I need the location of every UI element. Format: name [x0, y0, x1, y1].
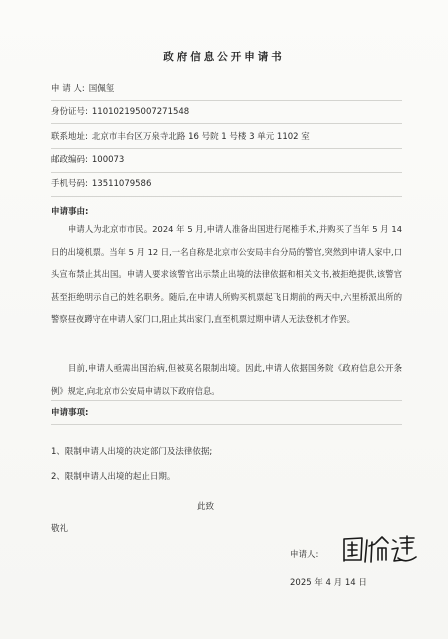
address-field: [51, 132, 310, 143]
field-label: 手机号码:: [51, 179, 88, 189]
divider: [51, 100, 402, 101]
request-item-1: 1、限制申请人出境的决定部门及法律依据;: [51, 447, 213, 457]
id-number: 110102195007271548: [91, 107, 190, 117]
signature-label: 申请人:: [290, 550, 319, 560]
divider: [51, 123, 402, 124]
postcode: 100073: [91, 155, 125, 165]
field-label: 申 请 人:: [51, 84, 85, 94]
id-number-field: [51, 107, 189, 118]
reason-heading: 申请事由:: [51, 207, 89, 217]
divider: [51, 172, 402, 173]
field-label: 邮政编码:: [51, 155, 88, 165]
handwritten-signature: [338, 530, 418, 568]
phone-number: 13511079586: [91, 179, 152, 189]
field-label: 联系地址:: [51, 132, 88, 142]
divider: [51, 424, 402, 425]
request-item-2: 2、限制申请人出境的起止日期。: [51, 472, 176, 482]
postcode-field: [51, 155, 124, 166]
divider: [51, 196, 402, 197]
document-title: 政府信息公开申请书: [163, 51, 285, 63]
items-heading: 申请事项:: [51, 408, 89, 418]
applicant-field: [51, 84, 114, 95]
closing-salutation: 此致: [197, 502, 215, 512]
phone-field: [51, 179, 151, 190]
divider: [51, 148, 402, 149]
applicant-name: 国佩玺: [88, 84, 115, 94]
divider: [51, 400, 402, 401]
address: 北京市丰台区万泉寺北路 16 号院 1 号楼 3 单元 1102 室: [91, 132, 310, 142]
document-date: 2025 年 4 月 14 日: [290, 578, 367, 588]
reason-paragraph-1: 申请人为北京市市民。2024 年 5 月,申请人准备出国进行尾椎手术,并购买了当年 5 月 14 日的出境机票。当年 5 月 12 日,一名自称是北京市公安局丰台分局的警官,突然到申请人家中,口头宣布禁止其出国。申请人要求该警官出示禁止出境的法律依据和相关文书,被拒绝提供,该警官甚至拒绝明示自己的姓名职务。随后,在申请人所购买机票起飞日期前的两天中,六里桥派出所的警察昼夜蹲守在申请人家门口,阻止其出家门,直至机票过期申请人无法登机才作罢。: [51, 224, 402, 324]
closing-regards: 敬礼: [51, 524, 69, 534]
field-label: 身份证号:: [51, 107, 88, 117]
reason-paragraph-2: 目前,申请人亟需出国治病,但被莫名限制出境。因此,申请人依据国务院《政府信息公开条例》规定,向北京市公安局申请以下政府信息。: [51, 363, 402, 396]
